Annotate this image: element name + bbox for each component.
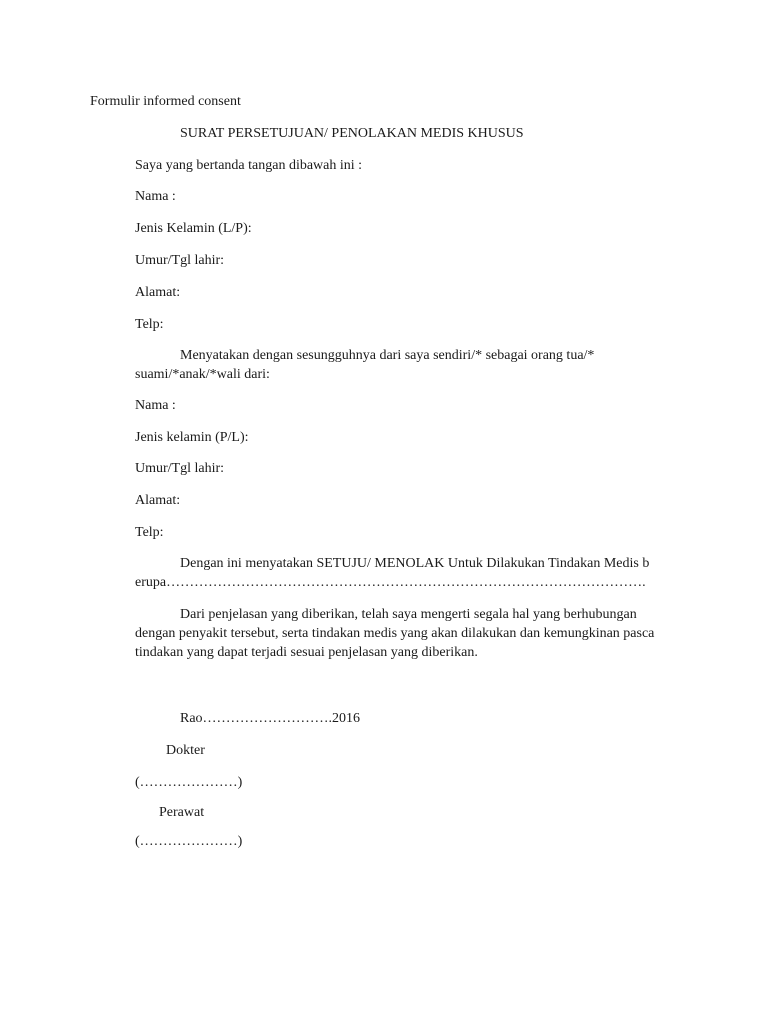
party1-name-label: Nama : xyxy=(135,189,176,204)
party1-address-label: Alamat: xyxy=(135,285,181,300)
doctor-signature-line: (…………………) xyxy=(135,775,243,790)
document-title: SURAT PERSETUJUAN/ PENOLAKAN MEDIS KHUSUS xyxy=(180,126,524,141)
party1-phone-label: Telp: xyxy=(135,317,164,332)
place-date-line: Rao……………………….2016 xyxy=(180,711,361,726)
explanation-paragraph: Dari penjelasan yang diberikan, telah saya mengerti segala hal yang berhubungan dengan penyakit tersebut, serta tindakan medis yang akan dilakukan dan kemungkinan pasca tindakan yang dapat terjadi sesuai penjelasan yang diberikan. xyxy=(135,607,655,660)
form-header: Formulir informed consent xyxy=(90,94,241,109)
consent-paragraph: Dengan ini menyatakan SETUJU/ MENOLAK Untuk Dilakukan Tindakan Medis berupa…………………………………………………………………………………………. xyxy=(135,556,650,590)
party2-address-label: Alamat: xyxy=(135,493,181,508)
party1-gender-label: Jenis Kelamin (L/P): xyxy=(135,221,252,236)
party2-gender-label: Jenis kelamin (P/L): xyxy=(135,430,249,445)
party1-age-label: Umur/Tgl lahir: xyxy=(135,253,225,268)
party2-age-label: Umur/Tgl lahir: xyxy=(135,461,225,476)
statement-paragraph: Menyatakan dengan sesungguhnya dari saya sendiri/* sebagai orang tua/* suami/*anak/*wali dari: xyxy=(135,348,595,382)
intro-text: Saya yang bertanda tangan dibawah ini : xyxy=(135,158,363,173)
party2-phone-label: Telp: xyxy=(135,525,164,540)
doctor-label: Dokter xyxy=(166,743,205,758)
party2-name-label: Nama : xyxy=(135,398,176,413)
nurse-signature-line: (…………………) xyxy=(135,834,243,849)
nurse-label: Perawat xyxy=(159,805,205,820)
